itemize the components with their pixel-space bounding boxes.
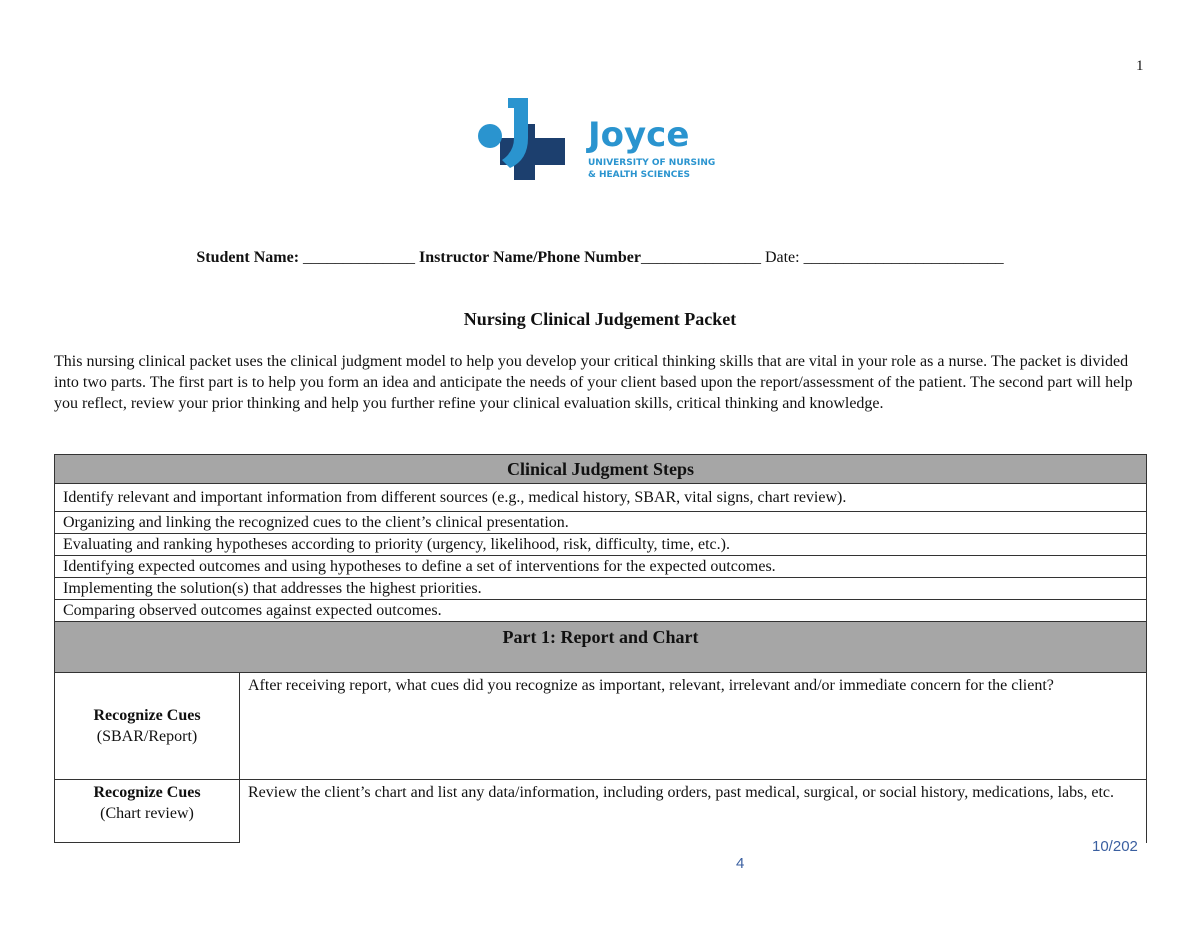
cue-label: Recognize Cues [93, 784, 201, 801]
footer-date: 10/202 [1092, 838, 1138, 855]
instructor-label: Instructor Name/Phone Number [419, 249, 641, 266]
intro-paragraph: This nursing clinical packet uses the clinical judgment model to help you develop your critical thinking skills that are vital in your role as a nurse. The packet is divided into two parts. The first part is to help you form an idea and anticipate the needs of your client based upon the report/assessment of the patient. The second part will help you reflect, review your prior thinking and help you further refine your clinical evaluation skills, critical thinking and knowledge. [54, 353, 1133, 412]
footer-page-number: 4 [736, 855, 745, 872]
date-blank: _________________________ [803, 249, 1004, 266]
cue-question-cell[interactable]: After receiving report, what cues did you recognize as important, relevant, irrelevant and/or immediate concern for the client? [240, 673, 1147, 780]
student-name-label: Student Name: [196, 249, 300, 266]
cue-label-cell [55, 780, 240, 843]
part1-header: Part 1: Report and Chart [55, 622, 1147, 673]
step-row: Implementing the solution(s) that addresses the highest priorities. [55, 578, 1147, 600]
step-row: Identify relevant and important information from different sources (e.g., medical history, SBAR, vital signs, chart review). [55, 484, 1147, 512]
step-row: Comparing observed outcomes against expected outcomes. [55, 600, 1147, 622]
logo-line2: & HEALTH SCIENCES [588, 170, 691, 180]
step-row: Evaluating and ranking hypotheses according to priority (urgency, likelihood, risk, difficulty, time, etc.). [55, 534, 1147, 556]
cue-label: Recognize Cues [93, 707, 201, 724]
step-row: Identifying expected outcomes and using hypotheses to define a set of interventions for the expected outcomes. [55, 556, 1147, 578]
cue-sublabel: (SBAR/Report) [96, 728, 198, 745]
student-info-line [0, 249, 1200, 267]
date-label: Date: [764, 249, 800, 266]
instructor-blank: _______________ [640, 249, 761, 266]
clinical-judgment-table [54, 454, 1147, 843]
cue-label-cell [55, 673, 240, 780]
document-title: Nursing Clinical Judgement Packet [463, 309, 737, 329]
logo-dot [478, 124, 502, 148]
university-logo [470, 94, 730, 190]
student-name-blank: ______________ [303, 249, 416, 266]
logo-line1: UNIVERSITY OF NURSING [588, 158, 716, 168]
logo-name: Joyce [588, 115, 690, 155]
page-number: 1 [1136, 58, 1144, 74]
steps-header: Clinical Judgment Steps [55, 455, 1147, 484]
cue-question-cell[interactable]: Review the client’s chart and list any data/information, including orders, past medical, surgical, or social history, medications, labs, etc. [240, 780, 1147, 843]
step-row: Organizing and linking the recognized cues to the client’s clinical presentation. [55, 512, 1147, 534]
cue-sublabel: (Chart review) [100, 805, 194, 822]
